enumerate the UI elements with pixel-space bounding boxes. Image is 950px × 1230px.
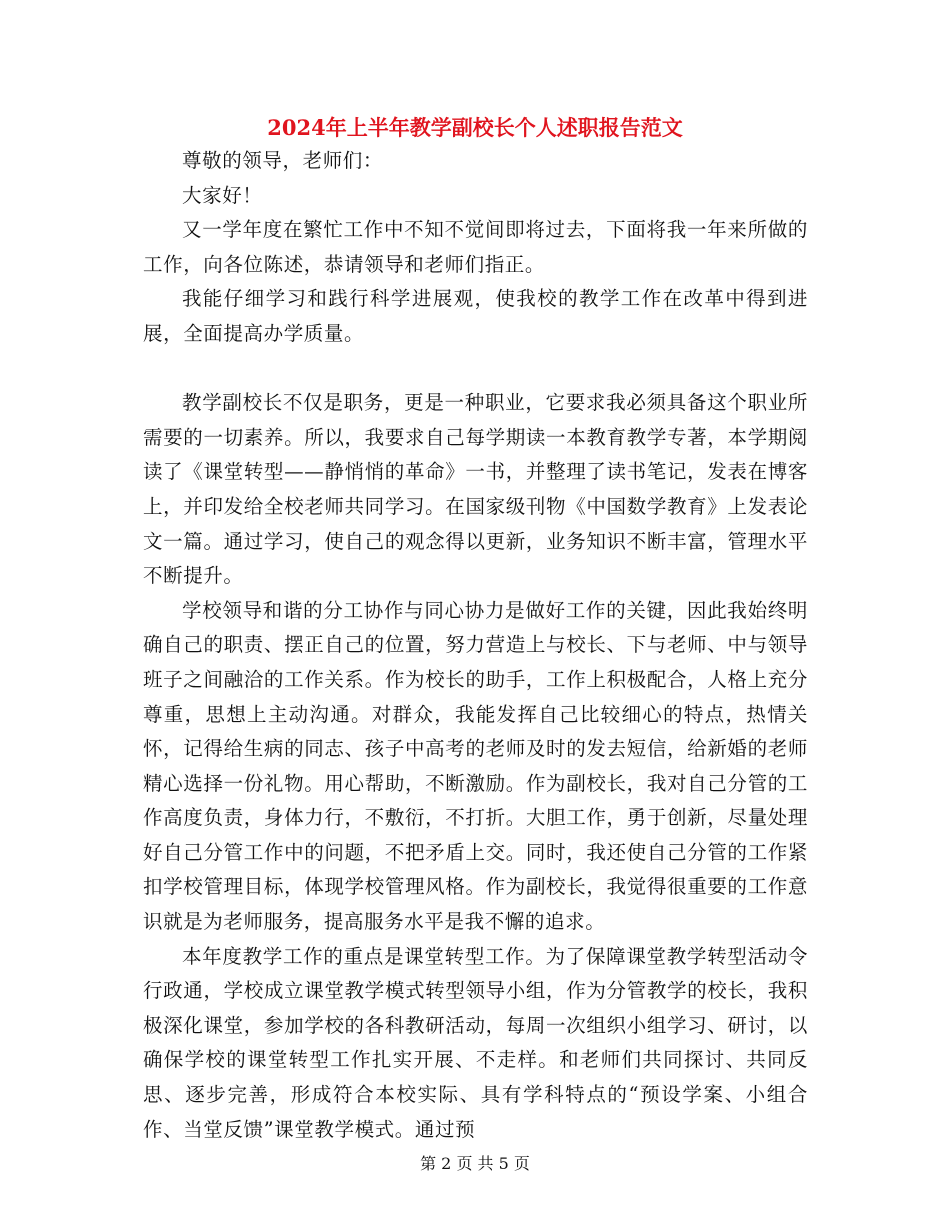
page-number-footer: 第 2 页 共 5 页 [420,1154,530,1173]
paragraph-spacer [143,352,808,387]
salutation: 尊敬的领导，老师们： [182,149,384,172]
paragraph-study: 我能仔细学习和践行科学进展观，使我校的教学工作在改革中得到进展，全面提高办学质量。 [143,287,808,345]
document-body [143,144,808,1147]
greeting: 大家好！ [182,183,263,207]
document-title: 2024年上半年教学副校长个人述职报告范文 [267,115,683,140]
paragraph-intro: 又一学年度在繁忙工作中不知不觉间即将过去，下面将我一年来所做的工作，向各位陈述，恭请领导和老师们指正。 [143,218,808,276]
paragraph-classroom-transformation: 本年度教学工作的重点是课堂转型工作。为了保障课堂教学转型活动令行政通，学校成立课堂教学模式转型领导小组，作为分管教学的校长，我积极深化课堂，参加学校的各科教研活动，每周一次组织小组学习、研讨，以确保学校的课堂转型工作扎实开展、不走样。和老师们共同探讨、共同反思、逐步完善，形成符合本校实际、具有学科特点的“预设学案、小组合作、当堂反馈”课堂教学模式。通过预 [143,944,808,1141]
paragraph-professional-growth: 教学副校长不仅是职务，更是一种职业，它要求我必须具备这个职业所需要的一切素养。所以，我要求自己每学期读一本教育教学专著，本学期阅读了《课堂转型——静悄悄的革命》一书，并整理了读书笔记，发表在博客上，并印发给全校老师共同学习。在国家级刊物《中国数学教育》上发表论文一篇。通过学习，使自己的观念得以更新，业务知识不断丰富，管理水平不断提升。 [143,391,808,588]
paragraph-leadership: 学校领导和谐的分工协作与同心协力是做好工作的关键，因此我始终明确自己的职责、摆正自己的位置，努力营造上与校长、下与老师、中与领导班子之间融洽的工作关系。作为校长的助手，工作上积极配合，人格上充分尊重，思想上主动沟通。对群众，我能发挥自己比较细心的特点，热情关怀，记得给生病的同志、孩子中高考的老师及时的发去短信，给新婚的老师精心选择一份礼物。用心帮助，不断激励。作为副校长，我对自己分管的工作高度负责，身体力行，不敷衍，不打折。大胆工作，勇于创新，尽量处理好自己分管工作中的问题，不把矛盾上交。同时，我还使自己分管的工作紧扣学校管理目标，体现学校管理风格。作为副校长，我觉得很重要的工作意识就是为老师服务，提高服务水平是我不懈的追求。 [143,598,808,934]
